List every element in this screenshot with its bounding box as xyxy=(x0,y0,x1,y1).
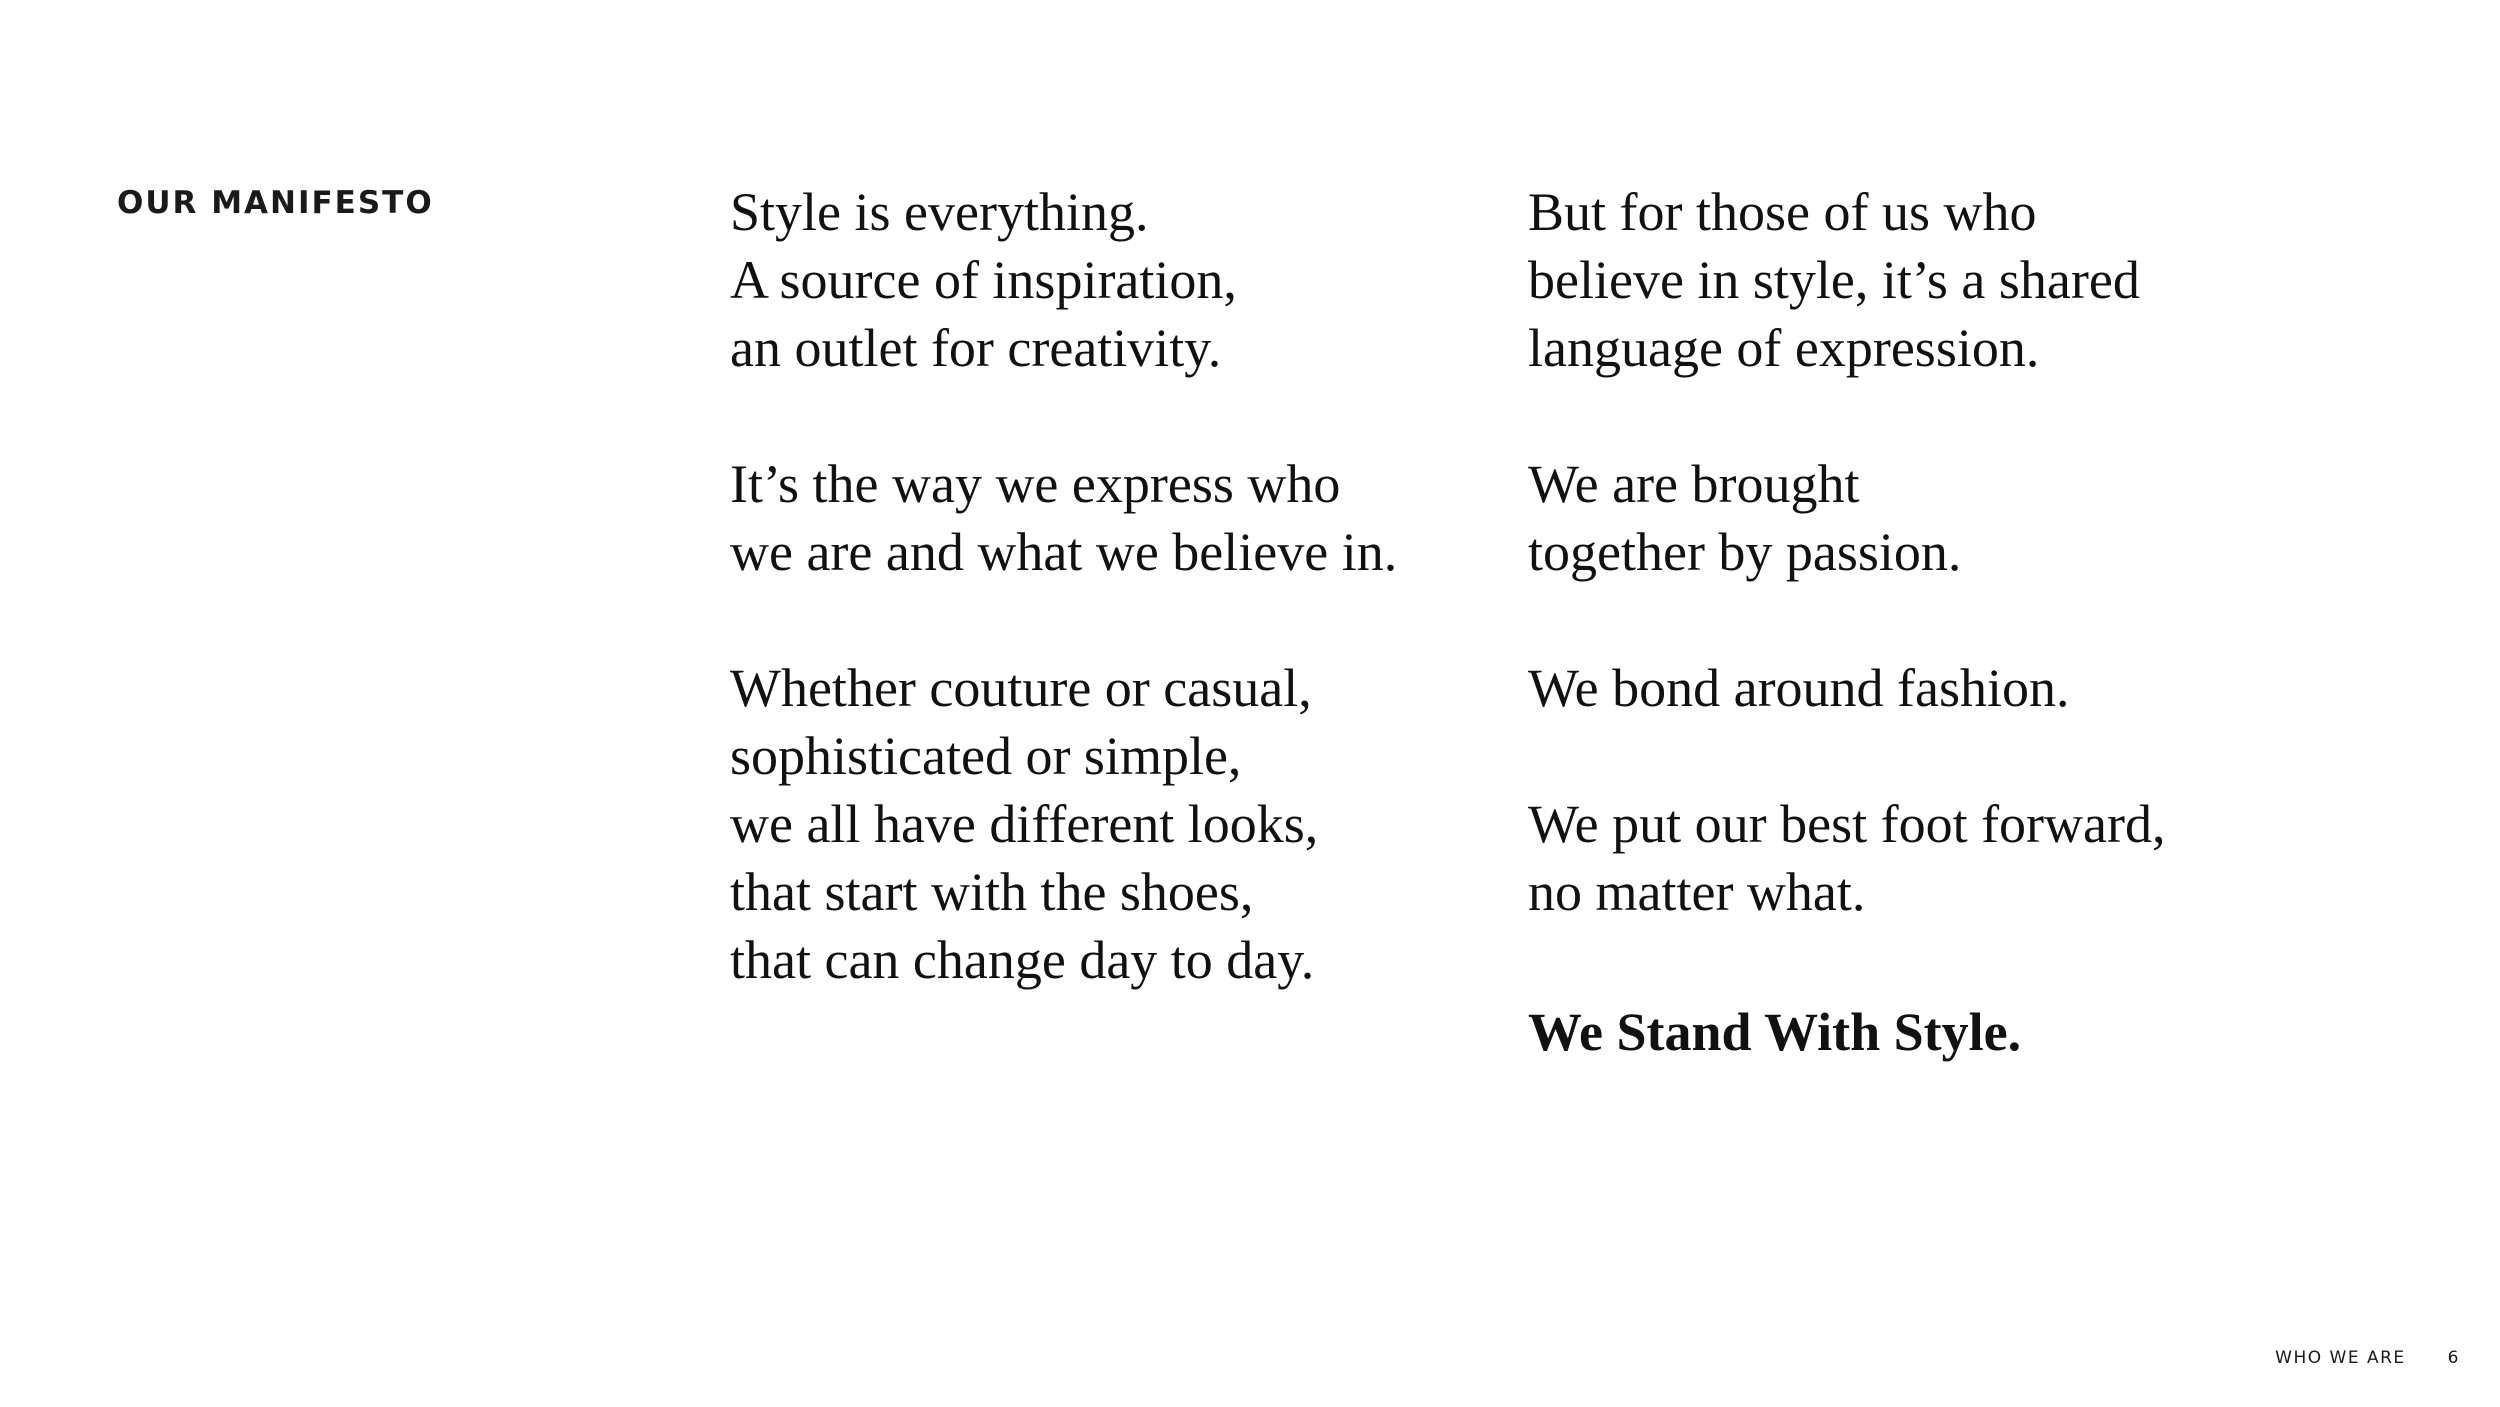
stanza xyxy=(730,450,1490,586)
manifesto-line: Style is everything. xyxy=(730,182,1149,242)
manifesto-line: Whether couture or casual, xyxy=(730,658,1312,718)
manifesto-line: that start with the shoes, xyxy=(730,862,1254,922)
manifesto-line: A source of inspiration, xyxy=(730,250,1237,310)
manifesto-line: But for those of us who xyxy=(1528,182,2037,242)
manifesto-line: sophisticated or simple, xyxy=(730,726,1242,786)
manifesto-line: that can change day to day. xyxy=(730,930,1315,990)
stanza xyxy=(1528,790,2388,926)
manifesto-line: We bond around fashion. xyxy=(1528,658,2070,718)
footer-section-name: WHO WE ARE xyxy=(2275,1348,2406,1368)
manifesto-line: together by passion. xyxy=(1528,522,1962,582)
manifesto-left-column xyxy=(730,178,1490,994)
manifesto-line: no matter what. xyxy=(1528,862,1866,922)
stanza xyxy=(1528,450,2388,586)
manifesto-line: an outlet for creativity. xyxy=(730,318,1222,378)
section-label: OUR MANIFESTO xyxy=(117,185,434,221)
page-footer xyxy=(2275,1350,2460,1367)
stanza xyxy=(1528,654,2388,722)
manifesto-tagline: We Stand With Style. xyxy=(1528,1002,2022,1062)
manifesto-line: It’s the way we express who xyxy=(730,454,1341,514)
stanza xyxy=(730,178,1490,382)
page-number: 6 xyxy=(2447,1348,2460,1368)
manifesto-line: We are brought xyxy=(1528,454,1860,514)
manifesto-line: language of expression. xyxy=(1528,318,2040,378)
manifesto-line: we all have different looks, xyxy=(730,794,1319,854)
manifesto-right-column xyxy=(1528,178,2388,1066)
manifesto-line: believe in style, it’s a shared xyxy=(1528,250,2140,310)
manifesto-line: we are and what we believe in. xyxy=(730,522,1398,582)
stanza xyxy=(730,654,1490,994)
manifesto-line: We put our best foot forward, xyxy=(1528,794,2166,854)
stanza xyxy=(1528,178,2388,382)
